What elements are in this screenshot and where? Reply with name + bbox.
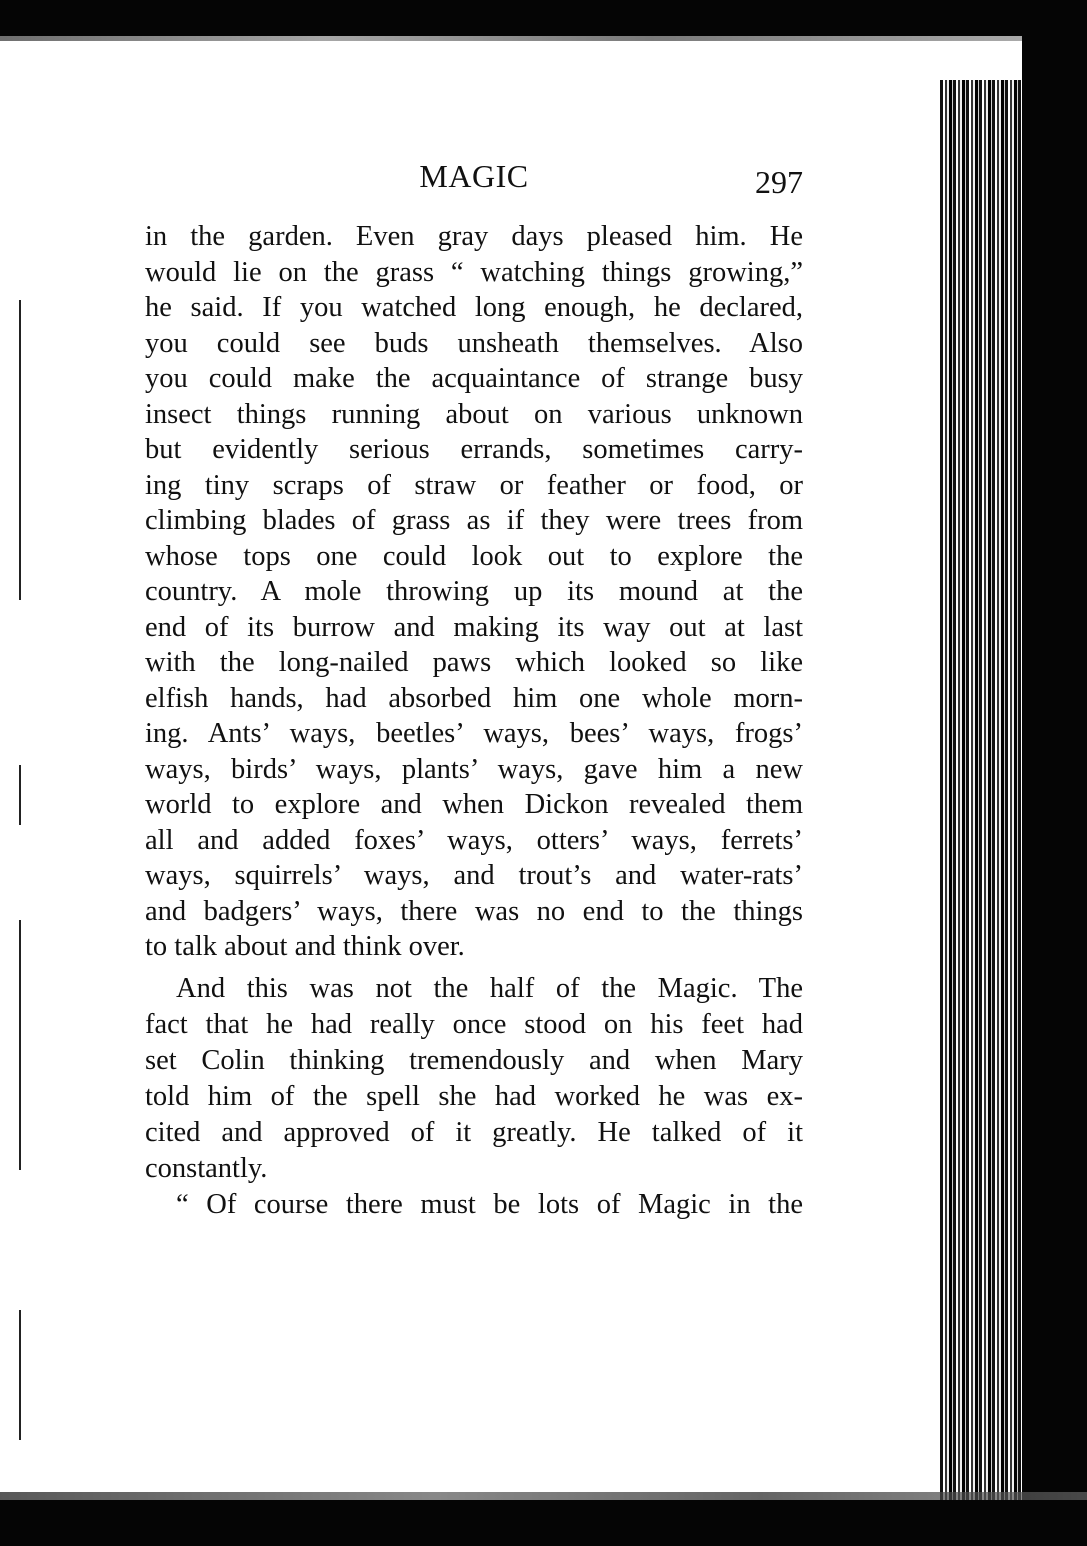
text-line: to talk about and think over. xyxy=(145,931,465,962)
scan-top-edge xyxy=(0,0,1087,36)
text-line: And this was not the half of the Magic. The xyxy=(176,973,803,1004)
text-line: ing tiny scraps of straw or feather or food, or xyxy=(145,469,803,501)
text-line: and badgers’ ways, there was no end to the things xyxy=(145,895,803,927)
text-line: elfish hands, had absorbed him one whole morn- xyxy=(145,682,803,714)
text-line: told him of the spell she had worked he was ex- xyxy=(145,1081,803,1112)
text-line: constantly. xyxy=(145,1153,268,1184)
text-line: with the long-nailed paws which looked so like xyxy=(145,647,803,678)
text-line: cited and approved of it greatly. He talked of it xyxy=(145,1117,803,1148)
margin-mark xyxy=(19,920,21,1170)
margin-mark xyxy=(19,765,21,825)
scan-bottom-streak xyxy=(0,1492,1087,1500)
text-line: fact that he had really once stood on his feet had xyxy=(145,1009,803,1040)
text-line: would lie on the grass “ watching things growing,” xyxy=(145,256,803,288)
book-spine-edge xyxy=(940,80,1030,1500)
page-number: 297 xyxy=(755,164,803,200)
text-line: end of its burrow and making its way out at last xyxy=(145,611,803,643)
text-line: climbing blades of grass as if they were trees from xyxy=(145,505,803,536)
text-line: but evidently serious errands, sometimes carry- xyxy=(145,434,803,465)
text-line: he said. If you watched long enough, he declared, xyxy=(145,292,803,323)
text-line: world to explore and when Dickon revealed them xyxy=(145,789,803,820)
text-line: ways, birds’ ways, plants’ ways, gave him a new xyxy=(145,753,803,785)
margin-mark xyxy=(19,300,21,600)
text-line: you could make the acquaintance of strange busy xyxy=(145,363,803,394)
scan-top-streak xyxy=(0,36,1087,41)
text-line: ing. Ants’ ways, beetles’ ways, bees’ ways, frogs’ xyxy=(145,718,803,749)
margin-mark xyxy=(19,1310,21,1440)
page-header xyxy=(145,158,803,208)
text-line: in the garden. Even gray days pleased him. He xyxy=(145,221,803,252)
text-line: “ Of course there must be lots of Magic in the xyxy=(176,1189,803,1220)
scan-bottom-edge xyxy=(0,1500,1087,1546)
text-line: country. A mole throwing up its mound at the xyxy=(145,576,803,607)
text-line: all and added foxes’ ways, otters’ ways, ferrets’ xyxy=(145,824,803,856)
text-line: insect things running about on various unknown xyxy=(145,398,803,430)
scan-right-edge xyxy=(1022,36,1087,1500)
text-line: whose tops one could look out to explore the xyxy=(145,540,803,572)
text-line: set Colin thinking tremendously and when Mary xyxy=(145,1045,803,1076)
running-title: MAGIC xyxy=(419,158,529,194)
text-line: you could see buds unsheath themselves. Also xyxy=(145,327,803,359)
text-line: ways, squirrels’ ways, and trout’s and water-rats’ xyxy=(145,860,803,891)
